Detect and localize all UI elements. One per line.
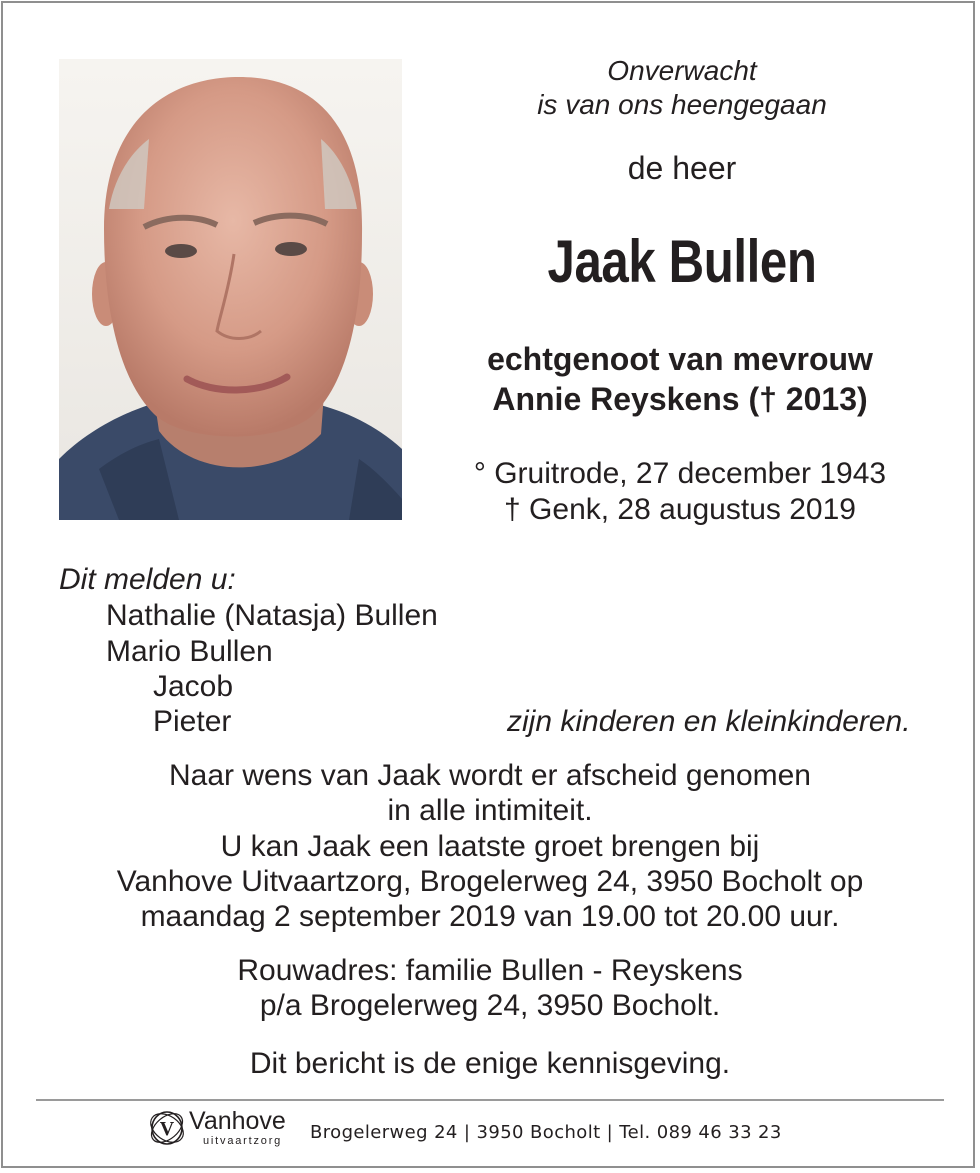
logo-subtitle: uitvaartzorg [203, 1135, 283, 1147]
footer-contact: Brogelerweg 24 | 3950 Bocholt | Tel. 089 46 33 23 [310, 1122, 782, 1143]
message-line: Naar wens van Jaak wordt er afscheid genomen [168, 759, 811, 792]
address-line: p/a Brogelerweg 24, 3950 Bocholt. [259, 989, 721, 1022]
footer-divider [36, 1099, 944, 1101]
intro-line-1: Onverwacht [607, 55, 757, 86]
portrait-illustration [59, 59, 402, 520]
intro-line-2: is van ons heengegaan [537, 89, 827, 120]
announcers-heading: Dit melden u: [59, 563, 236, 596]
spouse-line-2: Annie Reyskens († 2013) [492, 381, 868, 417]
message-line: in alle intimiteit. [387, 794, 593, 827]
spouse-line-1: echtgenoot van mevrouw [487, 341, 873, 377]
message-line: U kan Jaak een laatste groet brengen bij [220, 830, 760, 863]
message-line: maandag 2 september 2019 van 19.00 tot 20.00 uur. [140, 900, 840, 933]
death-date: † Genk, 28 augustus 2019 [504, 493, 856, 526]
logo-mark-letter: V [159, 1118, 175, 1140]
address-line: Rouwadres: familie Bullen - Reyskens [237, 954, 743, 987]
honorific: de heer [627, 150, 737, 186]
vanhove-logo-icon [147, 1107, 187, 1149]
deceased-name: Jaak Bullen [547, 228, 817, 295]
logo-name: Vanhove [189, 1107, 286, 1135]
portrait-photo [59, 59, 402, 520]
relation-text: zijn kinderen en kleinkinderen. [507, 705, 911, 738]
child-name: Mario Bullen [106, 635, 273, 668]
notice-text: Dit bericht is de enige kennisgeving. [249, 1047, 731, 1080]
child-name: Nathalie (Natasja) Bullen [106, 599, 438, 632]
message-line: Vanhove Uitvaartzorg, Brogelerweg 24, 3950 Bocholt op [116, 865, 864, 898]
birth-date: ° Gruitrode, 27 december 1943 [473, 457, 887, 490]
grandchild-name: Pieter [153, 705, 232, 738]
vanhove-logo [147, 1107, 307, 1151]
grandchild-name: Jacob [153, 670, 234, 703]
